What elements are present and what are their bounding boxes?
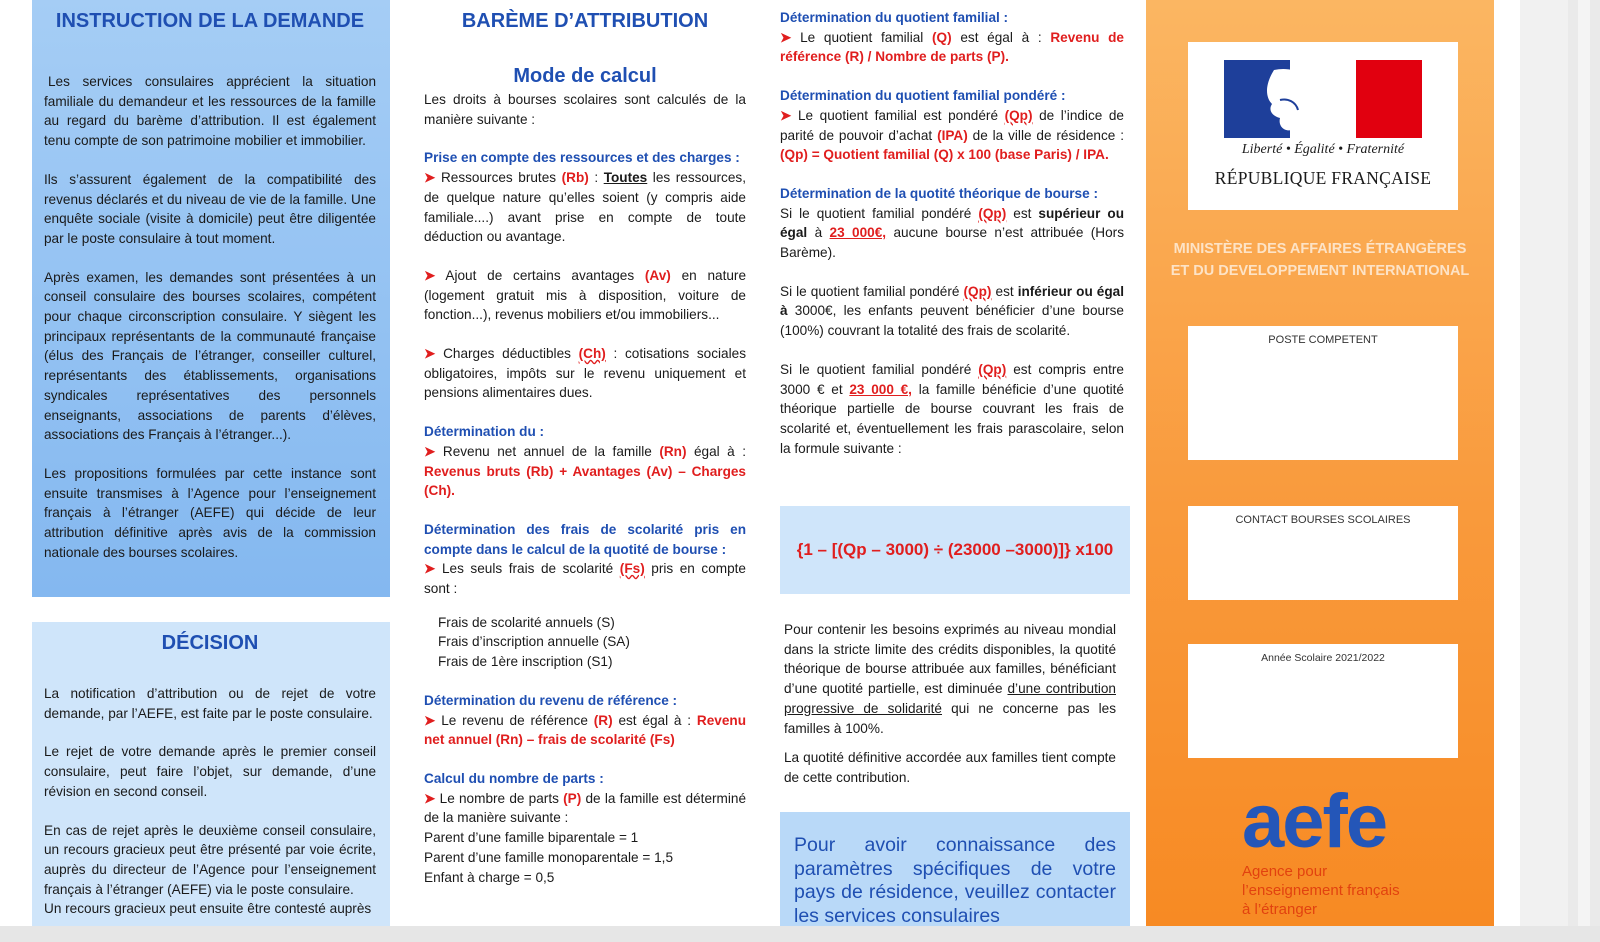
qt-paragraph-below: Si le quotient familial pondéré (Qp) est inférieur ou égal à 3000€, les enfants peuvent bénéficier d’une bourse (100%) couvrant la totalité des frais de scolarité. <box>780 283 1125 339</box>
instruction-paragraph: Les services consulaires apprécient la situation familiale du demandeur et les ressources de la famille au regard du barème d’attribution. Il est également tenu compte de son patrimoine mobilier et immobilier. <box>44 74 376 149</box>
republic-name: RÉPUBLIQUE FRANÇAISE <box>1214 168 1432 188</box>
contact-box <box>780 812 1130 942</box>
arrow-bullet-icon: ➤ <box>780 107 792 123</box>
column-contribution <box>784 620 1116 807</box>
column-quotient <box>780 8 1124 477</box>
instruction-paragraph: Les propositions formulées par cette instance sont ensuite transmises à l’Agence pour l’enseignement français à l’étranger (AEFE) qui décide de leur attribution définitive après avis de la commission nationale des bourses scolaires. <box>44 465 376 560</box>
parts-item: ➤ Le nombre de parts (P) de la famille est déterminé de la manière suivante : <box>424 790 747 826</box>
reference-heading: Détermination du revenu de référence : <box>424 692 678 708</box>
bareme-title: BARÈME D’ATTRIBUTION <box>461 10 709 32</box>
determination-du-heading: Détermination du : <box>424 424 545 440</box>
frais-heading: Détermination des frais de scolarité pris en compte dans le calcul de la quotité de bourse : <box>424 521 746 557</box>
revenu-net-item: ➤ Revenu net annuel de la famille (Rn) égal à : Revenus bruts (Rb) + Avantages (Av) – Charges (Ch). <box>424 443 746 499</box>
contribution-paragraph: La quotité définitive accordée aux familles tient compte de cette contribution. <box>784 750 1116 785</box>
arrow-bullet-icon: ➤ <box>424 267 436 283</box>
mode-calcul-title: Mode de calcul <box>513 65 657 87</box>
ministere-title: MINISTÈRE DES AFFAIRES ÉTRANGÈRES ET DU DEVELOPPEMENT INTERNATIONAL <box>1170 241 1470 279</box>
qf-item: ➤ Le quotient familial (Q) est égal à : Revenu de référence (R) / Nombre de parts (P). <box>780 29 1124 65</box>
parts-heading: Calcul du nombre de parts : <box>424 770 604 786</box>
list-item: Frais de scolarité annuels (S) <box>438 614 615 630</box>
list-item: Frais de 1ère inscription (S1) <box>438 654 613 670</box>
frais-list <box>424 613 746 672</box>
list-item: Parent d’une famille monoparentale = 1,5 <box>424 849 674 865</box>
annee-scolaire-label: Année Scolaire 2021/2022 <box>1261 652 1385 664</box>
column-decision <box>44 630 376 919</box>
formula-box <box>780 506 1130 594</box>
qt-paragraph-between: Si le quotient familial pondéré (Qp) est compris entre 3000 € et 23 000 €, la famille bénéficie d’une quotité théorique partielle de bourse couvrant les frais de scolarité et, éventuellement les frais parascolaire, selon la formule suivante : <box>780 361 1124 456</box>
contact-box-text: Pour avoir connaissance des paramètres spécifiques de votre pays de résidence, veuillez contacter les services consulaires <box>794 834 1116 927</box>
qfp-item: ➤ Le quotient familial est pondéré (Qp) de l’indice de parité de pouvoir d’achat (IPA) de la ville de résidence : (Qp) = Quotient familial (Q) x 100 (base Paris) / IPA. <box>780 107 1124 163</box>
instruction-title: INSTRUCTION DE LA DEMANDE <box>55 10 365 32</box>
column-instruction <box>44 8 376 581</box>
decision-paragraph: La notification d’attribution ou de rejet de votre demande, par l’AEFE, est faite par le poste consulaire. <box>44 686 376 721</box>
arrow-bullet-icon: ➤ <box>424 561 436 577</box>
contribution-paragraph: Pour contenir les besoins exprimés au niveau mondial dans la stricte limite des crédits disponibles, la quotité théorique de bourse attribuée aux familles, bénéficiant d’une quotité partielle, est diminuée d’une contribution progressive de solidarité qui ne concerne pas les familles à 100%. <box>784 622 1116 736</box>
ressources-rb-item: ➤ Ressources brutes (Rb) : Toutes les ressources, de quelque nature qu’elles soient (y compris aide familiale....) avant prise en compte de toute déduction ou avantage. <box>424 170 746 245</box>
ressources-heading: Prise en compte des ressources et des charges : <box>424 150 740 166</box>
contact-bourses-box <box>1188 506 1458 600</box>
qt-heading: Détermination de la quotité théorique de bourse : <box>780 185 1098 201</box>
republic-motto: Liberté • Égalité • Fraternité <box>1241 142 1405 157</box>
qf-heading: Détermination du quotient familial : <box>780 10 1009 25</box>
arrow-bullet-icon: ➤ <box>780 29 792 45</box>
decision-title: DÉCISION <box>161 632 259 654</box>
arrow-bullet-icon: ➤ <box>424 346 436 362</box>
annee-scolaire-box <box>1188 644 1458 758</box>
poste-competent-box <box>1188 326 1458 460</box>
quotite-formula: {1 – [(Qp – 3000) ÷ (23000 –3000)]} x100 <box>796 540 1114 559</box>
ressources-ch-item: ➤ Charges déductibles (Ch) : cotisations sociales obligatoires, impôts sur le revenu uniquement et pensions alimentaires dues. <box>424 346 746 401</box>
horizontal-scrollbar[interactable] <box>0 926 1600 942</box>
back-cover-panel <box>1146 0 1494 928</box>
contact-bourses-label: CONTACT BOURSES SCOLAIRES <box>1235 514 1411 526</box>
list-item: Parent d’une famille biparentale = 1 <box>424 830 639 846</box>
list-item: Enfant à charge = 0,5 <box>424 869 555 885</box>
qfp-heading: Détermination du quotient familial pondéré : <box>780 88 1066 104</box>
instruction-paragraph: Après examen, les demandes sont présentées à un conseil consulaire des bourses scolaires, compétent pour chaque circonscription consulaire. Y siègent les principaux représentants de la communauté française (élus des Français de l’étranger, conseiller culturel, représentants des établissements, organisations syndicales représentatives des personnels enseignants, associations de parents d’élèves, associations des Français à l’étranger...). <box>44 269 376 443</box>
vertical-scrollbar[interactable] <box>1568 0 1600 942</box>
arrow-bullet-icon: ➤ <box>424 443 436 459</box>
scrollbar-thumb[interactable] <box>1578 0 1590 942</box>
decision-paragraph: En cas de rejet après le deuxième conseil consulaire, un recours gracieux peut être présenté par voie écrite, auprès du directeur de l’Agence pour l’enseignement français à l’étranger (AEFE) via le poste consulaire. <box>44 822 376 897</box>
republique-logo-box <box>1188 42 1458 210</box>
list-item: Frais d’inscription annuelle (SA) <box>438 634 630 650</box>
frais-item: ➤ Les seuls frais de scolarité (Fs) pris en compte sont : <box>424 561 746 597</box>
decision-paragraph: Un recours gracieux peut ensuite être contesté auprès <box>44 901 372 917</box>
reference-item: ➤ Le revenu de référence (R) est égal à : Revenu net annuel (Rn) – frais de scolarité (Fs) <box>424 712 747 748</box>
qt-paragraph-above: Si le quotient familial pondéré (Qp) est supérieur ou égal à 23 000€, aucune bourse n’est attribuée (Hors Barème). <box>780 205 1125 261</box>
ressources-av-item: ➤ Ajout de certains avantages (Av) en nature (logement gratuit mis à disposition, voiture de fonction...), revenus mobiliers et/ou immobiliers... <box>424 267 747 323</box>
instruction-paragraph: Ils s’assurent également de la compatibilité des revenus déclarés et du niveau de vie de la famille. Une enquête sociale (visite à domicile) peut être diligentée par le poste consulaire à tout moment. <box>44 171 376 246</box>
poste-competent-label: POSTE COMPETENT <box>1268 334 1378 346</box>
intro-paragraph: Les droits à bourses scolaires sont calculés de la manière suivante : <box>424 92 746 127</box>
arrow-bullet-icon: ➤ <box>424 712 436 728</box>
arrow-bullet-icon: ➤ <box>424 790 436 806</box>
parts-list <box>424 828 746 887</box>
aefe-logo-icon: aefe Agence pour l’enseignement français à l’étranger <box>1242 779 1400 918</box>
column-bareme <box>424 8 746 887</box>
decision-paragraph: Le rejet de votre demande après le premier conseil consulaire, peut faire l’objet, sur demande, d’une révision en second conseil. <box>44 744 376 799</box>
arrow-bullet-icon: ➤ <box>424 170 436 186</box>
